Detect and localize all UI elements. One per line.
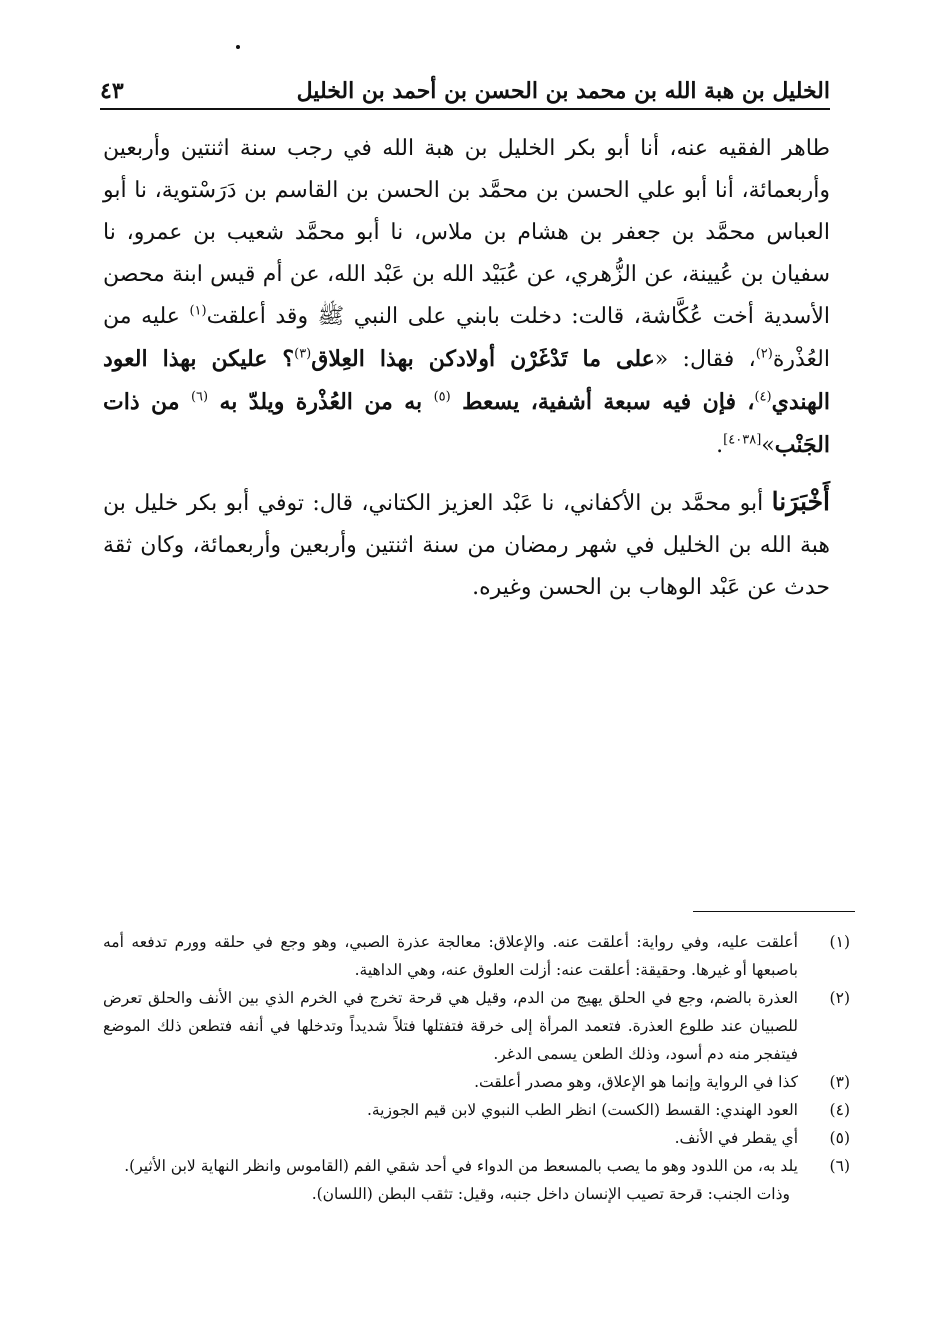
- footnote-ref-5: (٥): [433, 389, 451, 405]
- footnote-number: (١): [829, 933, 850, 951]
- footnote-text: العذرة بالضم، وجع في الحلق يهيج من الدم، وقيل هي قرحة تخرج في الخرم الذي بين الأنف والحلق تعرض للصبيان عند طلوع العذرة. فتعمد المرأة إلى خرقة فتفتلها فتلاً شديداً وتدخلها في أنفه فتطعن ذلك الموضع فيتفجر منه دم أسود، وذلك الطعن يسمى الدغر.: [103, 989, 798, 1063]
- hadith-text: على ما تَدْغَرْن أولادكن بهذا العِلاق: [311, 346, 655, 372]
- text-run: عليه من العُذْرة: [103, 304, 830, 372]
- footnote-continuation: وذات الجنب: قرحة تصيب الإنسان داخل جنبه، وقيل: تثقب البطن (اللسان).: [311, 1185, 790, 1203]
- footnote-number: (٦): [829, 1157, 850, 1175]
- main-text: [103, 128, 830, 609]
- footnote-text: أعلقت عليه، وفي رواية: أعلقت عنه. والإعلاق: معالجة عذرة الصبي، وهو وجع في حلقه وورم تدفعه أمه باصبعها أو غيرها. وحقيقة: أعلقت عنه: أزلت العلوق عنه، وهي الداهية.: [103, 933, 798, 979]
- hadith-text: ، فإن فيه سبعة أشفية، يسعط: [450, 389, 755, 415]
- footnote-number: (٥): [829, 1129, 850, 1147]
- text-run: أبو محمَّد بن الأكفاني، نا عَبْد العزيز الكتاني، قال: توفي أبو بكر خليل بن هبة الله بن الخليل في شهر رمضان من سنة اثنتين وأربعين وأربعمائة، وكان ثقة حدث عن عَبْد الوهاب بن الحسن وغيره.: [103, 491, 830, 600]
- hadith-number: [٤٠٣٨]: [723, 432, 762, 448]
- footnote-separator: [693, 911, 855, 912]
- footnote-ref-6: (٦): [190, 389, 209, 405]
- footnote-number: (٤): [829, 1101, 850, 1119]
- text-run: ، فقال: «: [654, 347, 756, 372]
- running-header: [100, 66, 830, 110]
- footnote-text: العود الهندي: القسط (الكست) انظر الطب النبوي لابن قيم الجوزية.: [366, 1101, 798, 1119]
- text-run: »: [761, 433, 775, 458]
- footnote: [103, 1124, 850, 1152]
- footnote-ref-3: (٣): [294, 346, 312, 362]
- running-title: الخليل بن هبة الله بن محمد بن الحسن بن أحمد بن الخليل: [296, 78, 830, 104]
- hadith-text: به من العُذْرة ويلدّ به: [208, 389, 434, 415]
- hadith-text: ؟ عليكن بهذا العود الهندي: [103, 346, 830, 415]
- footnote: [103, 1068, 850, 1096]
- footnotes: [103, 928, 850, 1208]
- page-number: ٤٣: [100, 78, 124, 104]
- ink-dot: [236, 45, 240, 49]
- footnote-text: كذا في الرواية وإنما هو الإعلاق، وهو مصدر أعلقت.: [474, 1073, 798, 1091]
- footnote-number: (٣): [829, 1073, 850, 1091]
- footnote: [103, 1152, 850, 1180]
- paragraph-1: [103, 128, 830, 467]
- footnote-text: أي يقطر في الأنف.: [674, 1129, 798, 1147]
- footnote-ref-1: (١): [189, 303, 207, 319]
- footnote: [103, 928, 850, 984]
- text-run: طاهر الفقيه عنه، أنا أبو بكر الخليل بن هبة الله في رجب سنة اثنتين وأربعين وأربعمائة، أنا أبو علي الحسن بن محمَّد بن الحسن بن القاسم بن دَرَسْتوية، نا أبو العباس محمَّد بن جعفر بن هشام بن ملاس، نا أبو محمَّد شعيب بن عمرو، نا سفيان بن عُيينة، عن الزُّهري، عن عُبَيْد الله بن عَبْد الله، عن أم قيس ابنة محصن الأسدية أخت عُكَّاشة، قالت: دخلت بابني على النبي ﷺ وقد أعلقت: [103, 136, 830, 329]
- footnote: [103, 1096, 850, 1124]
- footnote-ref-2: (٢): [755, 346, 773, 362]
- footnote-number: (٢): [829, 989, 850, 1007]
- hadith-text: من ذات الجَنْب: [103, 389, 830, 458]
- paragraph-2: [103, 481, 830, 609]
- lead-word: أَخْبَرَنا: [771, 487, 830, 516]
- footnote-text: يلد به، من اللدود وهو ما يصب بالمسعط من الدواء في أحد شقي الفم (القاموس وانظر النهاية لابن الأثير).: [124, 1157, 798, 1175]
- footnote: [103, 984, 850, 1068]
- footnote-ref-4: (٤): [754, 389, 772, 405]
- text-run: .: [716, 433, 724, 458]
